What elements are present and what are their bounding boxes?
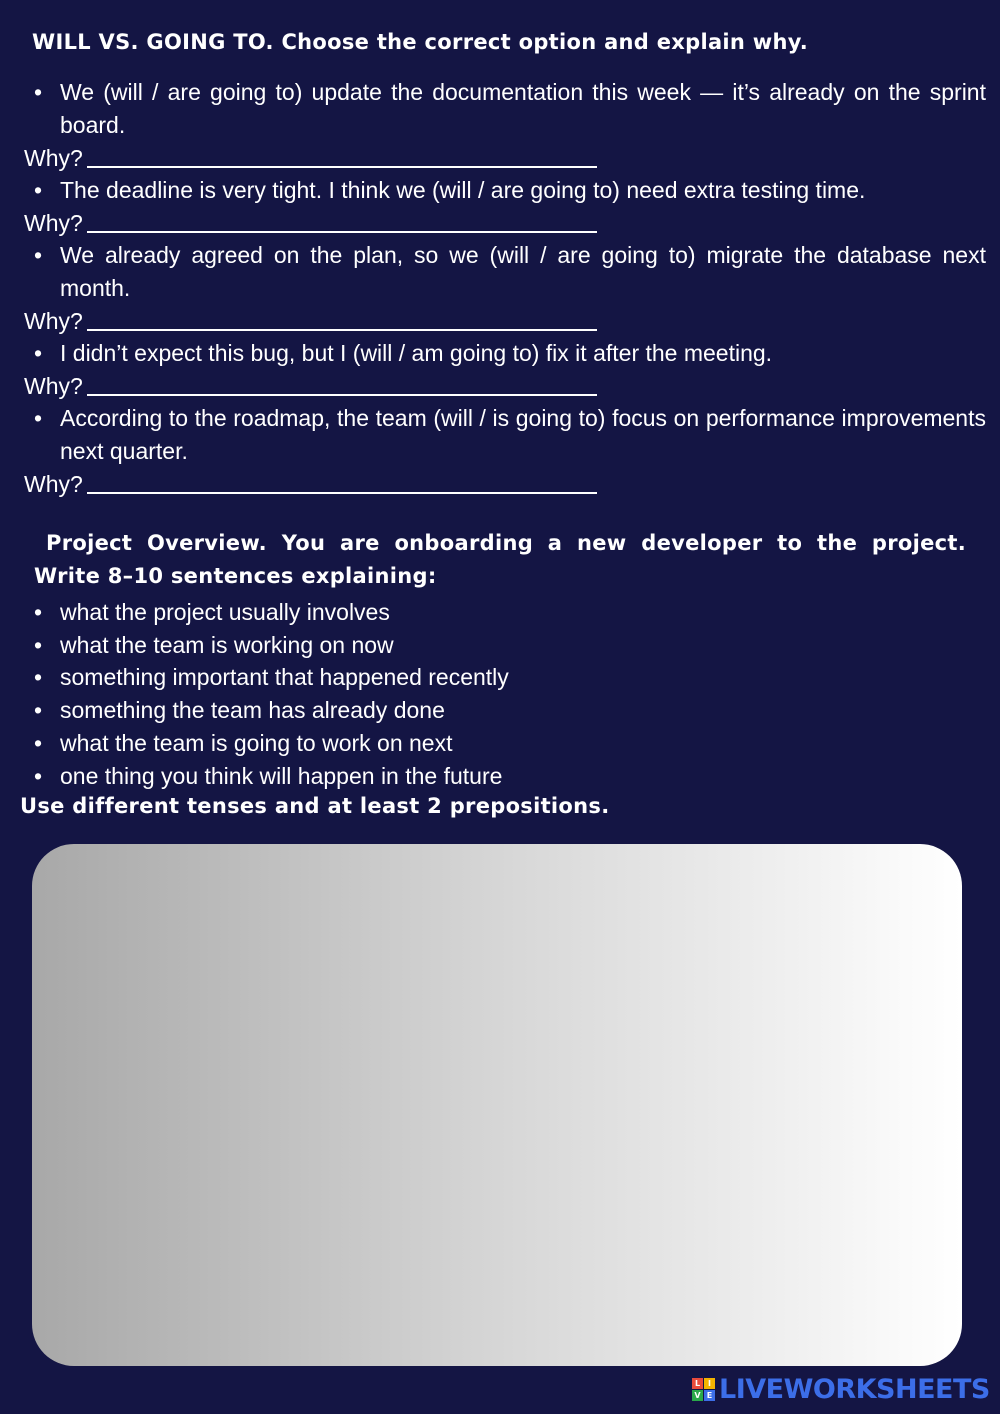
task-item: • one thing you think will happen in the future	[24, 760, 509, 793]
section1-title: WILL VS. GOING TO. Choose the correct option and explain why.	[32, 30, 809, 54]
exercise-item: • According to the roadmap, the team (will / is going to) focus on performance improvements next quarter.	[24, 402, 986, 468]
task-item: • something important that happened recently	[24, 661, 509, 694]
why-label: Why?	[24, 373, 83, 399]
why-label: Why?	[24, 308, 83, 334]
task-item: • something the team has already done	[24, 694, 509, 727]
exercise-item: • The deadline is very tight. I think we (will / are going to) need extra testing time.	[24, 174, 986, 207]
answer-blank[interactable]	[87, 372, 597, 396]
answer-blank[interactable]	[87, 470, 597, 494]
why-line	[24, 468, 986, 500]
exercise-item: • I didn’t expect this bug, but I (will / am going to) fix it after the meeting.	[24, 337, 986, 370]
exercise-item: • We (will / are going to) update the documentation this week — it’s already on the sprint board.	[24, 76, 986, 142]
section2-title	[34, 527, 966, 593]
why-line	[24, 207, 986, 239]
answer-blank[interactable]	[87, 307, 597, 331]
task-item: • what the team is working on now	[24, 629, 509, 662]
why-line	[24, 142, 986, 174]
logo-letter: L	[692, 1378, 703, 1389]
brand-text: LIVEWORKSHEETS	[719, 1374, 990, 1405]
answer-text-area[interactable]	[32, 844, 962, 1366]
exercise-item: • We already agreed on the plan, so we (will / are going to) migrate the database next month.	[24, 239, 986, 305]
why-label: Why?	[24, 210, 83, 236]
logo-letter: I	[704, 1378, 715, 1389]
why-label: Why?	[24, 471, 83, 497]
logo-letter: V	[692, 1390, 703, 1401]
why-line	[24, 370, 986, 402]
logo-icon	[692, 1378, 715, 1401]
logo-letter: E	[704, 1390, 715, 1401]
section2-title-line1: Project Overview. You are onboarding a new developer to the project.	[46, 531, 966, 555]
why-line	[24, 305, 986, 337]
task-list	[24, 596, 509, 792]
task-item: • what the team is going to work on next	[24, 727, 509, 760]
section2-title-line2: Write 8–10 sentences explaining:	[34, 564, 437, 588]
instruction-note: Use different tenses and at least 2 prepositions.	[20, 794, 610, 818]
task-item: • what the project usually involves	[24, 596, 509, 629]
answer-blank[interactable]	[87, 209, 597, 233]
exercise-list	[24, 76, 986, 500]
liveworksheets-logo	[692, 1374, 990, 1405]
why-label: Why?	[24, 145, 83, 171]
answer-blank[interactable]	[87, 144, 597, 168]
